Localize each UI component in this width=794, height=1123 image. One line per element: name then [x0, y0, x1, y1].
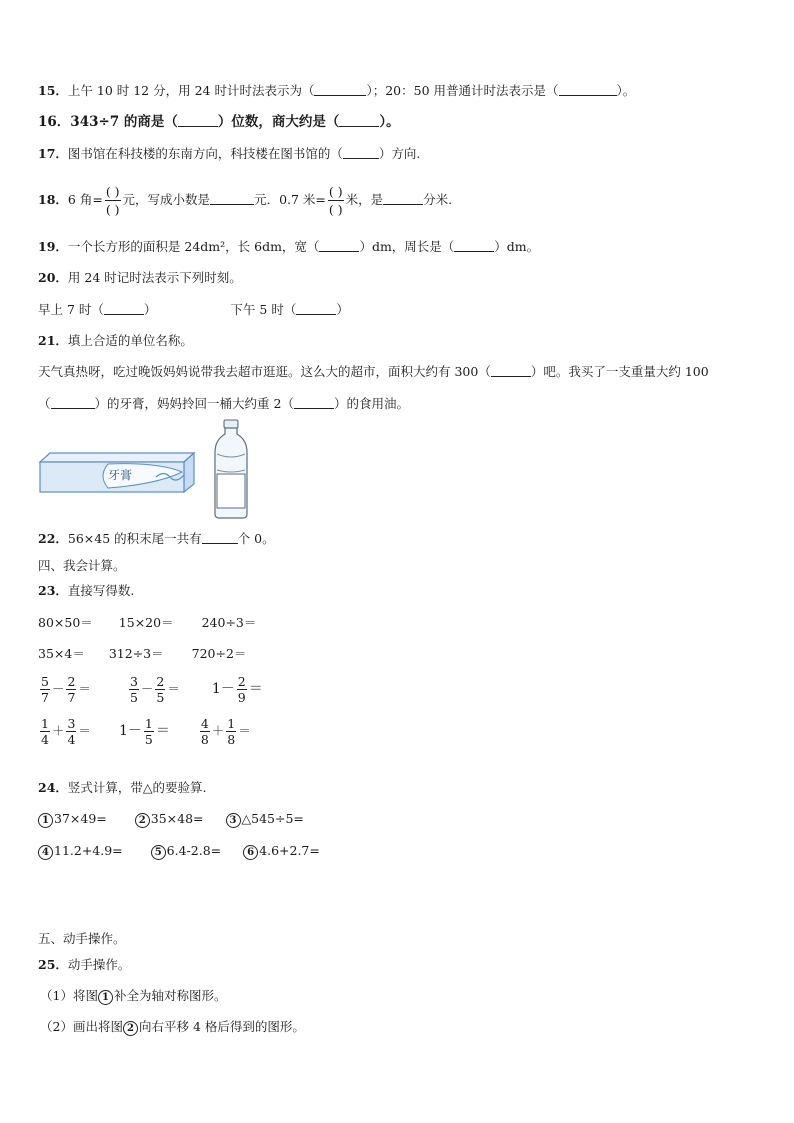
paragraph-text: ）的牙膏，妈妈拎回一桶大约重 2（ [94, 396, 294, 411]
answer-blank[interactable] [294, 395, 334, 409]
circled-number: 1 [98, 990, 113, 1005]
question-number: 25． [38, 957, 68, 972]
question-25-part-1 [40, 986, 226, 1006]
answer-blank[interactable] [339, 113, 379, 127]
question-number: 22． [38, 531, 68, 546]
fraction-row-1 [38, 674, 263, 704]
question-text: ）。 [616, 83, 636, 98]
question-25-part-2 [40, 1017, 305, 1037]
calc-item[interactable]: $\frac{4}{8}$ ＋ $\frac{1}{8}$ ＝ [200, 716, 251, 747]
question-text: 分米. [423, 192, 453, 207]
question-number: 20． [38, 270, 68, 285]
calc-item[interactable]: 3 △545÷5= [226, 811, 304, 826]
calc-row-2 [38, 644, 246, 664]
paragraph-text: （ [38, 396, 51, 411]
question-text: ）位数，商大约是（ [217, 114, 340, 130]
question-text: ）dm。 [494, 239, 540, 254]
question-text: ）。 [379, 114, 400, 130]
question-number: 17． [38, 146, 68, 161]
calc-item[interactable]: 2 35×48= [135, 811, 204, 826]
question-text: 动手操作。 [67, 957, 131, 972]
circled-number: 4 [38, 845, 53, 860]
question-15 [38, 81, 635, 101]
question-text: ）方向. [378, 146, 421, 161]
question-text: 米，是 [345, 192, 384, 207]
answer-blank[interactable] [343, 145, 379, 159]
item-text: ） [336, 302, 349, 317]
oil-bottle-illustration [212, 418, 250, 520]
question-text: 56×45 的积末尾一共有 [67, 531, 202, 546]
question-number: 18． [38, 192, 68, 207]
answer-blank[interactable] [491, 363, 531, 377]
question-20-items [38, 300, 349, 320]
question-text: ）；20：50 用普通计时法表示是（ [366, 83, 559, 98]
question-number: 16． [38, 114, 71, 130]
question-text: 用 24 时记时法表示下列时刻。 [67, 270, 242, 285]
question-21-paragraph-cont [38, 394, 409, 414]
answer-blank[interactable] [319, 238, 359, 252]
calc-item[interactable]: 1－ $\frac{2}{9}$ ＝ [211, 673, 263, 705]
question-25 [38, 955, 130, 975]
question-text: 图书馆在科技楼的东南方向，科技楼在图书馆的（ [67, 146, 343, 161]
question-text: 竖式计算，带△的要验算. [67, 780, 207, 795]
toothpaste-illustration [38, 450, 196, 494]
question-number: 23． [38, 583, 68, 598]
calc-item[interactable]: 240÷3＝ [201, 615, 257, 630]
question-21 [38, 331, 193, 351]
question-text: 元．0.7 米= [254, 192, 326, 207]
answer-blank[interactable] [104, 301, 144, 315]
section-5-heading: 五、动手操作。 [38, 931, 126, 946]
vertical-calc-row-1 [38, 809, 304, 829]
question-21-paragraph [38, 362, 709, 382]
denominator-blank[interactable]: ( ) [105, 202, 120, 217]
question-text: ）dm，周长是（ [359, 239, 455, 254]
calc-item[interactable]: 15×20＝ [118, 615, 174, 630]
item-text: ） [143, 302, 157, 317]
question-17 [38, 144, 420, 164]
question-number: 24． [38, 780, 68, 795]
calc-item[interactable]: 4 11.2+4.9= [38, 843, 123, 858]
answer-blank[interactable] [296, 301, 336, 315]
answer-blank[interactable] [178, 113, 218, 127]
question-text: 上午 10 时 12 分，用 24 时计时法表示为（ [67, 83, 315, 98]
part-text: 向右平移 4 格后得到的图形。 [138, 1019, 305, 1034]
question-20 [38, 268, 242, 288]
numerator-blank[interactable]: ( ) [105, 184, 120, 199]
item-text: 下午 5 时（ [230, 302, 297, 317]
calc-item[interactable]: 80×50＝ [38, 615, 93, 630]
circled-number: 2 [135, 813, 150, 828]
circled-number: 1 [38, 813, 53, 828]
question-text: 6 角= [67, 192, 103, 207]
answer-blank[interactable] [51, 395, 95, 409]
circled-number: 3 [226, 813, 241, 828]
answer-blank[interactable] [210, 191, 254, 205]
calc-item[interactable]: 312÷3＝ [108, 646, 164, 661]
answer-blank[interactable] [454, 238, 494, 252]
part-text: （1）将图 [40, 988, 98, 1003]
vertical-calc-row-2 [38, 841, 320, 861]
question-text: 直接写得数. [67, 583, 135, 598]
question-number: 15． [38, 83, 68, 98]
fraction-blank[interactable] [328, 184, 344, 217]
section-4-heading: 四、我会计算。 [38, 558, 126, 573]
calc-item[interactable]: $\frac{5}{7}$ － $\frac{2}{7}$ ＝ [41, 674, 91, 705]
paragraph-text: ）的食用油。 [333, 396, 409, 411]
question-19 [38, 237, 539, 257]
question-23 [38, 581, 134, 601]
item-text: 早上 7 时（ [38, 302, 104, 317]
calc-row-1 [38, 613, 256, 633]
question-text: 元，写成小数是 [122, 192, 211, 207]
denominator-blank[interactable]: ( ) [328, 202, 343, 217]
question-text: 343÷7 的商是（ [70, 114, 178, 130]
part-text: （2）画出将图 [40, 1019, 123, 1034]
oil-bottle-icon [212, 418, 250, 520]
toothpaste-label: 牙膏 [108, 468, 133, 482]
answer-blank[interactable] [559, 82, 617, 96]
circled-number: 2 [123, 1021, 138, 1036]
circled-number: 5 [151, 845, 166, 860]
question-22 [38, 529, 275, 549]
question-text: 一个长方形的面积是 24dm²，长 6dm，宽（ [67, 239, 320, 254]
paragraph-text: 天气真热呀，吃过晚饭妈妈说带我去超市逛逛。这么大的超市，面积大约有 300（ [38, 364, 491, 379]
fraction-blank[interactable] [105, 184, 121, 217]
calc-item[interactable]: 35×4＝ [38, 646, 85, 661]
calc-item[interactable]: 1 37×49= [38, 811, 107, 826]
question-number: 21． [38, 333, 68, 348]
question-18 [38, 180, 452, 220]
calc-item[interactable]: 720÷2＝ [191, 646, 247, 661]
question-16 [38, 112, 400, 132]
calc-item[interactable]: 5 6.4-2.8= [151, 843, 221, 858]
question-text: 个 0。 [237, 531, 275, 546]
calc-item[interactable]: 6 4.6+2.7= [243, 843, 320, 858]
question-number: 19． [38, 239, 68, 254]
paragraph-text: ）吧。我买了一支重量大约 100 [530, 364, 709, 379]
answer-blank[interactable] [314, 82, 366, 96]
question-text: 填上合适的单位名称。 [67, 333, 193, 348]
part-text: 补全为轴对称图形。 [113, 988, 227, 1003]
fraction-row-2 [38, 716, 251, 746]
question-24 [38, 778, 207, 798]
numerator-blank[interactable]: ( ) [328, 184, 343, 199]
calc-item[interactable]: $\frac{1}{4}$ ＋ $\frac{3}{4}$ ＝ [41, 716, 91, 747]
calc-item[interactable]: $\frac{3}{5}$ － $\frac{2}{5}$ ＝ [129, 674, 180, 705]
answer-blank[interactable] [202, 530, 238, 544]
circled-number: 6 [243, 845, 258, 860]
calc-item[interactable]: 1－ $\frac{1}{5}$ ＝ [118, 715, 170, 747]
answer-blank[interactable] [383, 191, 423, 205]
